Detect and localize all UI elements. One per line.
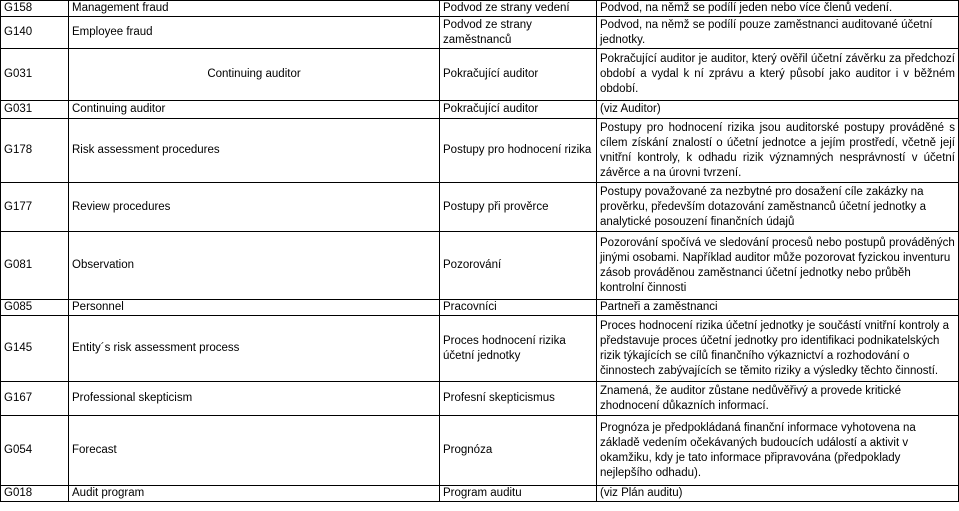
definition-cell: Podvod, na němž se podílí pouze zaměstnanci auditované účetní jednotky. <box>597 17 959 49</box>
czech-term-cell: Podvod ze strany zaměstnanců <box>440 17 597 49</box>
definition-cell: Podvod, na němž se podílí jeden nebo více členů vedení. <box>597 1 959 17</box>
czech-term-cell: Postupy pro hodnocení rizika <box>440 119 597 183</box>
code-cell: G177 <box>1 183 69 232</box>
english-term-cell: Review procedures <box>69 183 440 232</box>
definition-cell: (viz Plán auditu) <box>597 486 959 502</box>
code-cell: G140 <box>1 17 69 49</box>
definition-cell: Postupy považované za nezbytné pro dosažení cíle zakázky na prověrku, především dotazování zaměstnanců účetní jednotky a analytické posouzení finančních údajů <box>597 183 959 232</box>
czech-term-cell: Pokračující auditor <box>440 49 597 101</box>
definition-cell: Postupy pro hodnocení rizika jsou auditorské postupy prováděné s cílem získání znalostí o účetní jednotce a jejím prostředí, včetně její vnitřní kontroly, k odhadu rizik významných nesprávností v účetní závěrce a na úrovni tvrzení. <box>597 119 959 183</box>
table-row <box>1 382 959 416</box>
czech-term-cell: Prognóza <box>440 416 597 486</box>
czech-term-cell: Postupy při prověrce <box>440 183 597 232</box>
code-cell: G031 <box>1 101 69 119</box>
code-cell: G167 <box>1 382 69 416</box>
definition-cell: Znamená, že auditor zůstane nedůvěřivý a provede kritické zhodnocení důkazních informací. <box>597 382 959 416</box>
table-row <box>1 49 959 101</box>
definition-cell: Prognóza je předpokládaná finanční informace vyhotovena na základě vedením očekávaných budoucích událostí a aktivit v okamžiku, kdy je tato informace připravována (předpoklady nejlepšího odhadu). <box>597 416 959 486</box>
code-cell: G145 <box>1 316 69 382</box>
czech-term-cell: Profesní skepticismus <box>440 382 597 416</box>
definition-cell: Pozorování spočívá ve sledování procesů nebo postupů prováděných jinými osobami. Například auditor může pozorovat fyzickou inventuru zásob prováděnou zaměstnanci účetní jednotky nebo průběh kontrolní činnosti <box>597 232 959 300</box>
czech-term-cell: Pracovníci <box>440 300 597 316</box>
definition-cell: (viz Auditor) <box>597 101 959 119</box>
english-term-cell: Forecast <box>69 416 440 486</box>
english-term-cell: Observation <box>69 232 440 300</box>
table-row <box>1 1 959 17</box>
table-row <box>1 183 959 232</box>
definition-cell: Proces hodnocení rizika účetní jednotky je součástí vnitřní kontroly a představuje proces účetní jednotky pro identifikaci podnikatelských rizik týkajících se cílů finančního výkaznictví a rozhodování o činnostech zabývajících se těmito riziky a výsledky těchto činností. <box>597 316 959 382</box>
czech-term-cell: Program auditu <box>440 486 597 502</box>
table-row <box>1 316 959 382</box>
table-row <box>1 300 959 316</box>
english-term-cell: Risk assessment procedures <box>69 119 440 183</box>
table-row <box>1 232 959 300</box>
definition-cell: Pokračující auditor je auditor, který ověřil účetní závěrku za předchozí období a vydal k ní zprávu a který působí jako auditor i v běžném období. <box>597 49 959 101</box>
table-row <box>1 486 959 502</box>
code-cell: G054 <box>1 416 69 486</box>
code-cell: G085 <box>1 300 69 316</box>
english-term-cell: Audit program <box>69 486 440 502</box>
czech-term-cell: Pozorování <box>440 232 597 300</box>
table-row <box>1 17 959 49</box>
table-row <box>1 416 959 486</box>
table-row <box>1 101 959 119</box>
english-term-cell: Professional skepticism <box>69 382 440 416</box>
czech-term-cell: Pokračující auditor <box>440 101 597 119</box>
code-cell: G178 <box>1 119 69 183</box>
code-cell: G081 <box>1 232 69 300</box>
english-term-cell: Employee fraud <box>69 17 440 49</box>
english-term-cell: Continuing auditor <box>69 49 440 101</box>
english-term-cell: Continuing auditor <box>69 101 440 119</box>
code-cell: G018 <box>1 486 69 502</box>
english-term-cell: Personnel <box>69 300 440 316</box>
english-term-cell: Management fraud <box>69 1 440 17</box>
definition-cell: Partneři a zaměstnanci <box>597 300 959 316</box>
table-row <box>1 119 959 183</box>
code-cell: G031 <box>1 49 69 101</box>
czech-term-cell: Proces hodnocení rizika účetní jednotky <box>440 316 597 382</box>
code-cell: G158 <box>1 1 69 17</box>
english-term-cell: Entity´s risk assessment process <box>69 316 440 382</box>
czech-term-cell: Podvod ze strany vedení <box>440 1 597 17</box>
